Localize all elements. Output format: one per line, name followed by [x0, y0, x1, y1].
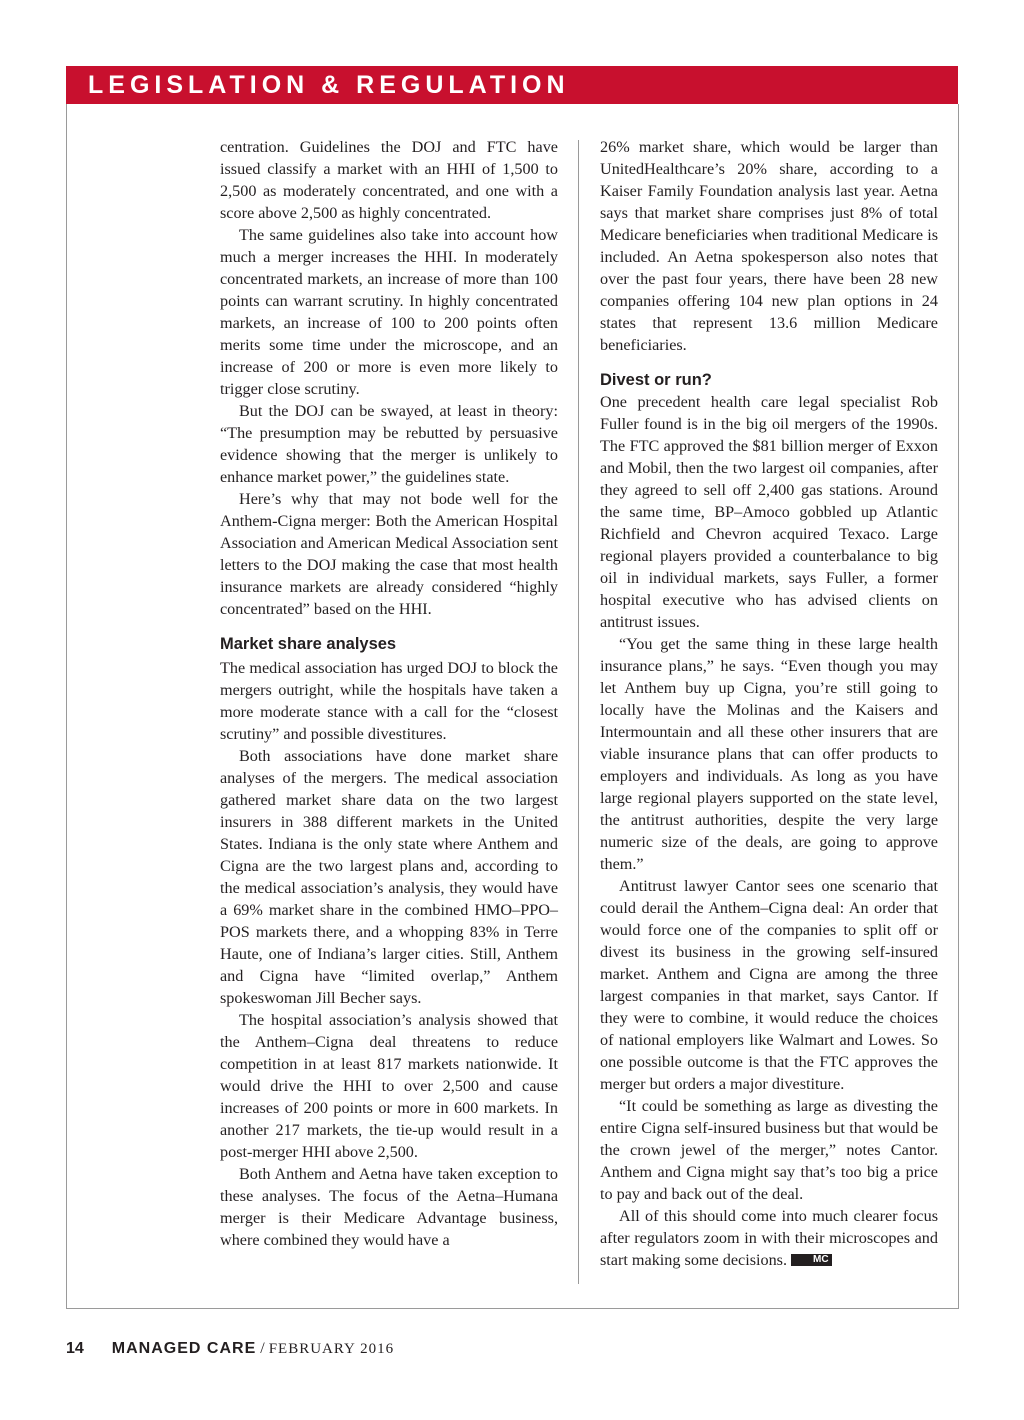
- paragraph: The hospital association’s analysis showed that the Anthem–Cigna deal threatens to reduce competition in at least 817 markets nationwide. It would drive the HHI to over 2,500 and cause increases of 200 points or more in 600 markets. In another 217 markets, the tie-up would result in a post-merger HHI above 2,500.: [220, 1011, 558, 1161]
- paragraph: “You get the same thing in these large health insurance plans,” he says. “Even though you may let Anthem buy up Cigna, you’re still going to locally have the Molinas and the Kaisers and Intermountain and all these other insurers that are viable insurance plans that can offer products to employers and individuals. As long as you have large regional players supported on the state level, the antitrust authorities, despite the very large numeric size of the deals, are going to approve them.”: [600, 635, 938, 873]
- section-banner: [66, 66, 958, 104]
- section-title: LEGISLATION & REGULATION: [88, 71, 570, 99]
- paragraph-text: All of this should come into much clearer focus after regulators zoom in with their microscopes and start making some decisions.: [600, 1207, 938, 1269]
- end-of-article-mark: MC: [791, 1254, 832, 1266]
- publication-name: MANAGED CARE: [111, 1340, 257, 1357]
- final-paragraph: [600, 1205, 938, 1271]
- paragraph: Both Anthem and Aetna have taken exception to these analyses. The focus of the Aetna–Humana merger is their Medicare Advantage business, where combined they would have a: [220, 1165, 558, 1249]
- paragraph: “It could be something as large as divesting the entire Cigna self-insured business but that would be the crown jewel of the merger,” notes Cantor. Anthem and Cigna might say that’s too big a price to pay and back out of the deal.: [600, 1097, 938, 1203]
- paragraph: Here’s why that may not bode well for the Anthem-Cigna merger: Both the American Hospital Association and American Medical Association sent letters to the DOJ making the case that most health insurance markets are already considered “highly concentrated” based on the HHI.: [220, 490, 558, 618]
- article-column-right: [600, 136, 938, 1271]
- issue-date: FEBRUARY 2016: [268, 1341, 395, 1357]
- subheading-divest-or-run: Divest or run?: [600, 371, 712, 389]
- article-column-left: [220, 136, 558, 1251]
- page-number: 14: [66, 1340, 84, 1357]
- subheading-market-share: Market share analyses: [220, 635, 397, 653]
- column-divider: [578, 140, 579, 1284]
- paragraph: Both associations have done market share analyses of the mergers. The medical association gathered market share data on the two largest insurers in 388 different markets in the United States. Indiana is the only state where Anthem and Cigna are the two largest plans and, according to the medical association’s analysis, they would have a 69% market share in the combined HMO–PPO–POS markets there, and a whopping 83% in Terre Haute, one of Indiana’s larger cities. Still, Anthem and Cigna have “limited overlap,” Anthem spokeswoman Jill Becher says.: [220, 747, 558, 1007]
- paragraph: 26% market share, which would be larger than UnitedHealthcare’s 20% share, according to a Kaiser Family Foundation analysis last year. Aetna says that market share comprises just 8% of total Medicare beneficiaries when traditional Medicare is included. An Aetna spokesperson also notes that over the past four years, there have been 28 new companies offering 104 new plan options in 24 states that represent 13.6 million Medicare beneficiaries.: [600, 138, 938, 354]
- footer-separator: /: [260, 1340, 265, 1357]
- paragraph: One precedent health care legal specialist Rob Fuller found is in the big oil mergers of the 1990s. The FTC approved the $81 billion merger of Exxon and Mobil, then the two largest oil companies, after they agreed to sell off 2,400 gas stations. Around the same time, BP–Amoco gobbled up Atlantic Richfield and Chevron acquired Texaco. Large regional players provided a counterbalance to big oil in individual markets, says Fuller, a former hospital executive who has advised clients on antitrust issues.: [600, 393, 938, 631]
- paragraph: centration. Guidelines the DOJ and FTC have issued classify a market with an HHI of 1,500 to 2,500 as moderately concentrated, and one with a score above 2,500 as highly concentrated.: [220, 138, 558, 222]
- paragraph: The medical association has urged DOJ to block the mergers outright, while the hospitals have taken a more moderate stance with a call for the “closest scrutiny” and possible divestitures.: [220, 659, 558, 743]
- paragraph: The same guidelines also take into account how much a merger increases the HHI. In moderately concentrated markets, an increase of more than 100 points can warrant scrutiny. In highly concentrated markets, an increase of 100 to 200 points often merits some time under the microscope, and an increase of 200 or more is even more likely to trigger close scrutiny.: [220, 226, 558, 398]
- paragraph: Antitrust lawyer Cantor sees one scenario that could derail the Anthem–Cigna deal: An order that would force one of the companies to split off or divest its business in the growing self-insured market. Anthem and Cigna are among the three largest companies in that market, says Cantor. If they were to combine, it would reduce the choices of national employers like Walmart and Lowes. So one possible outcome is that the FTC approves the merger but orders a major divestiture.: [600, 877, 938, 1093]
- paragraph: But the DOJ can be swayed, at least in theory: “The presumption may be rebutted by persuasive evidence showing that the merger is unlikely to enhance market power,” the guidelines state.: [220, 402, 558, 486]
- page-footer: [66, 1340, 394, 1358]
